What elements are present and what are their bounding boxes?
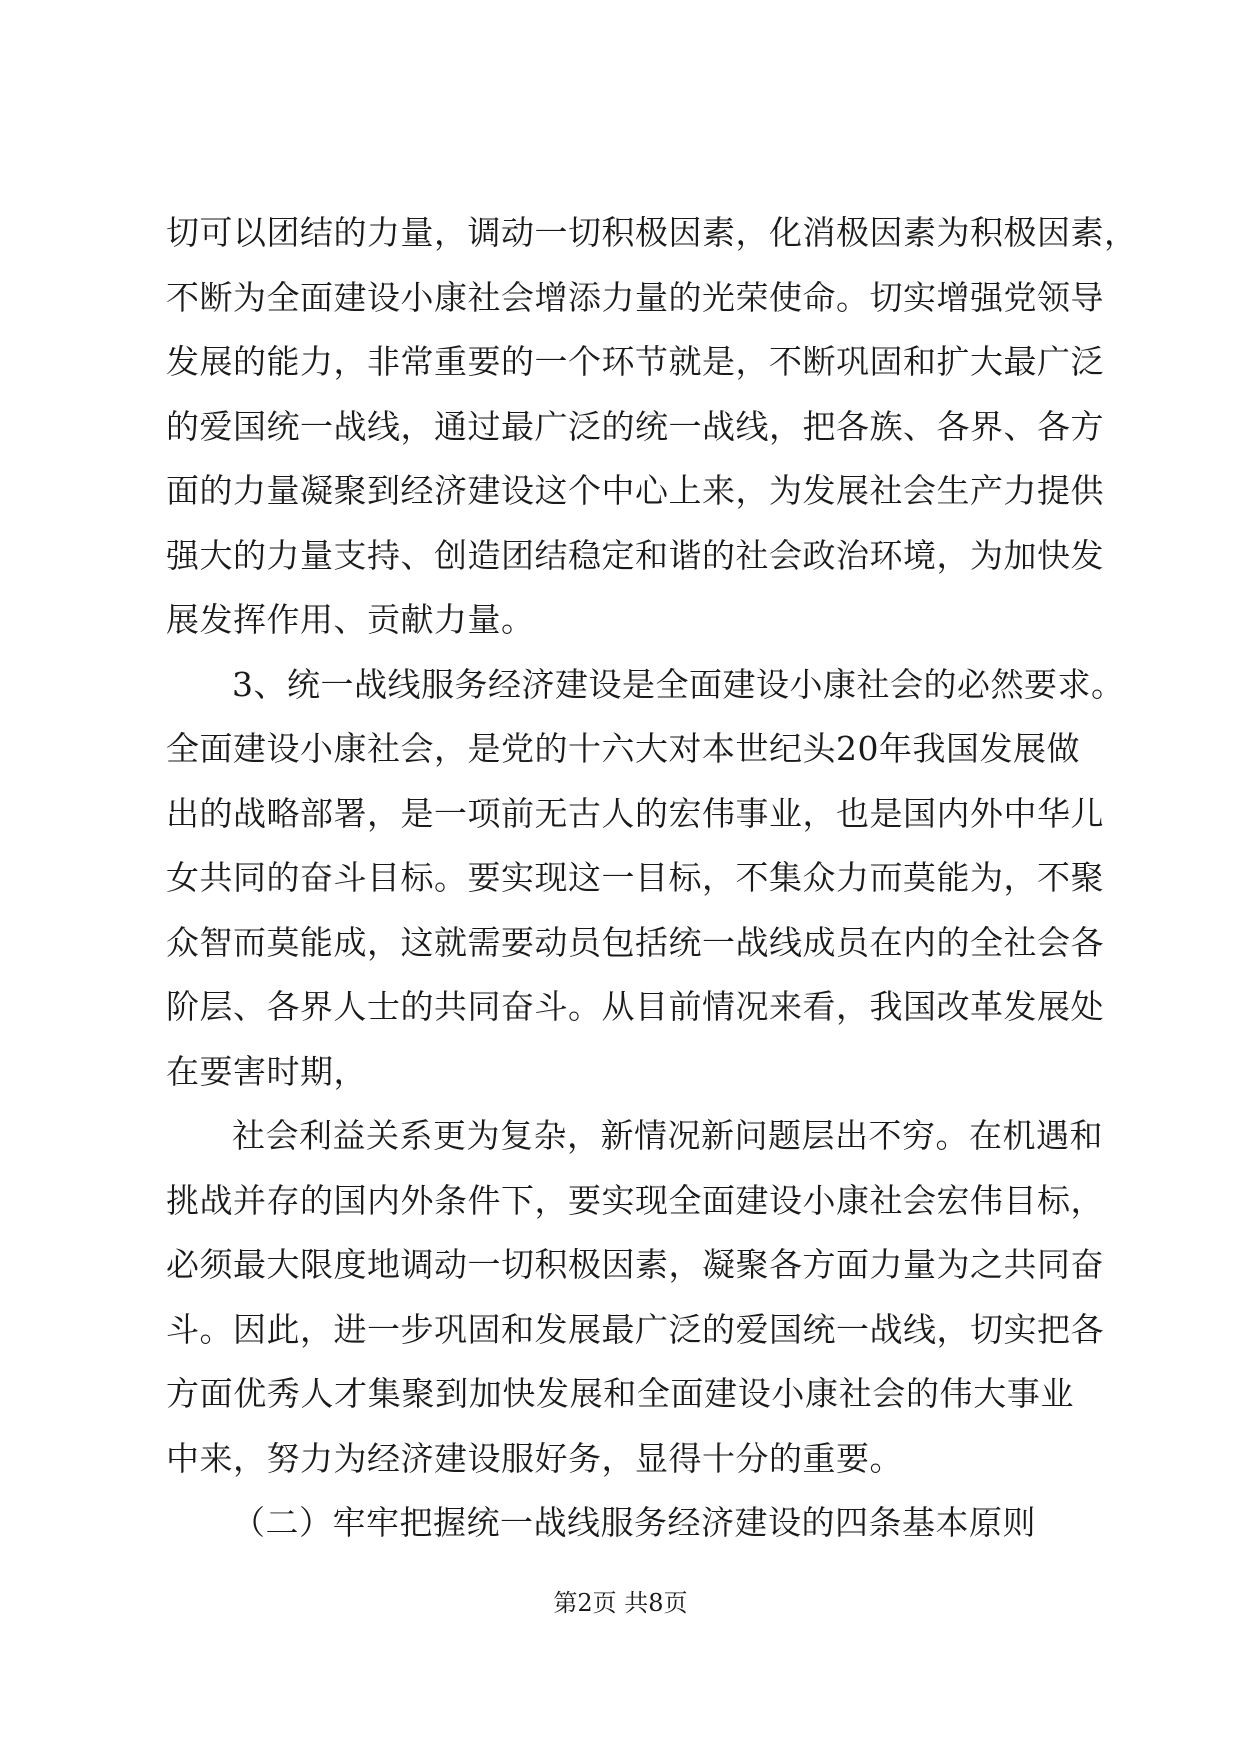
text-line: 众智而莫能成，这就需要动员包括统一战线成员在内的全社会各 [166,922,1104,962]
text-line: 方面优秀人才集聚到加快发展和全面建设小康社会的伟大事业 [166,1374,1074,1413]
text-line: 展发挥作用、贡献力量。 [166,600,535,639]
paragraph [166,653,1125,1105]
text-line: 切可以团结的力量，调动一切积极因素，化消极因素为积极因素， [166,213,1138,252]
text-line: 阶层、各界人士的共同奋斗。从目前情况来看，我国改革发展处 [166,987,1104,1026]
paragraph [166,1104,1104,1491]
text-line: 3、统一战线服务经济建设是全面建设小康社会的必然要求。 [232,664,1125,704]
section-heading: （二）牢牢把握统一战线服务经济建设的四条基本原则 [232,1503,1036,1542]
text-line: 强大的力量支持、创造团结稳定和谐的社会政治环境，为加快发 [166,535,1104,575]
text-line: 面的力量凝聚到经济建设这个中心上来，为发展社会生产力提供 [166,471,1104,510]
text-line: 在要害时期， [166,1051,367,1091]
text-line: 发展的能力，非常重要的一个环节就是，不断巩固和扩大最广泛 [166,342,1104,381]
document-body [166,201,1138,1556]
text-line: 社会利益关系更为复杂，新情况新问题层出不穷。在机遇和 [232,1116,1103,1155]
text-line: 的爱国统一战线，通过最广泛的统一战线，把各族、各界、各方 [166,406,1104,446]
text-line: 出的战略部署，是一项前无古人的宏伟事业，也是国内外中华儿 [166,793,1104,833]
page-footer: 第2页 共8页 [553,1589,688,1617]
text-line: 挑战并存的国内外条件下，要实现全面建设小康社会宏伟目标， [166,1180,1104,1220]
text-line: 中来，努力为经济建设服好务，显得十分的重要。 [166,1438,903,1478]
text-line: 全面建设小康社会，是党的十六大对本世纪头20年我国发展做 [166,729,1080,768]
paragraph [166,201,1138,653]
text-line: 女共同的奋斗目标。要实现这一目标，不集众力而莫能为，不聚 [166,858,1104,897]
text-line: 不断为全面建设小康社会增添力量的光荣使命。切实增强党领导 [166,277,1104,317]
text-line: 斗。因此，进一步巩固和发展最广泛的爱国统一战线，切实把各 [166,1309,1104,1349]
text-line: 必须最大限度地调动一切积极因素，凝聚各方面力量为之共同奋 [166,1245,1104,1284]
